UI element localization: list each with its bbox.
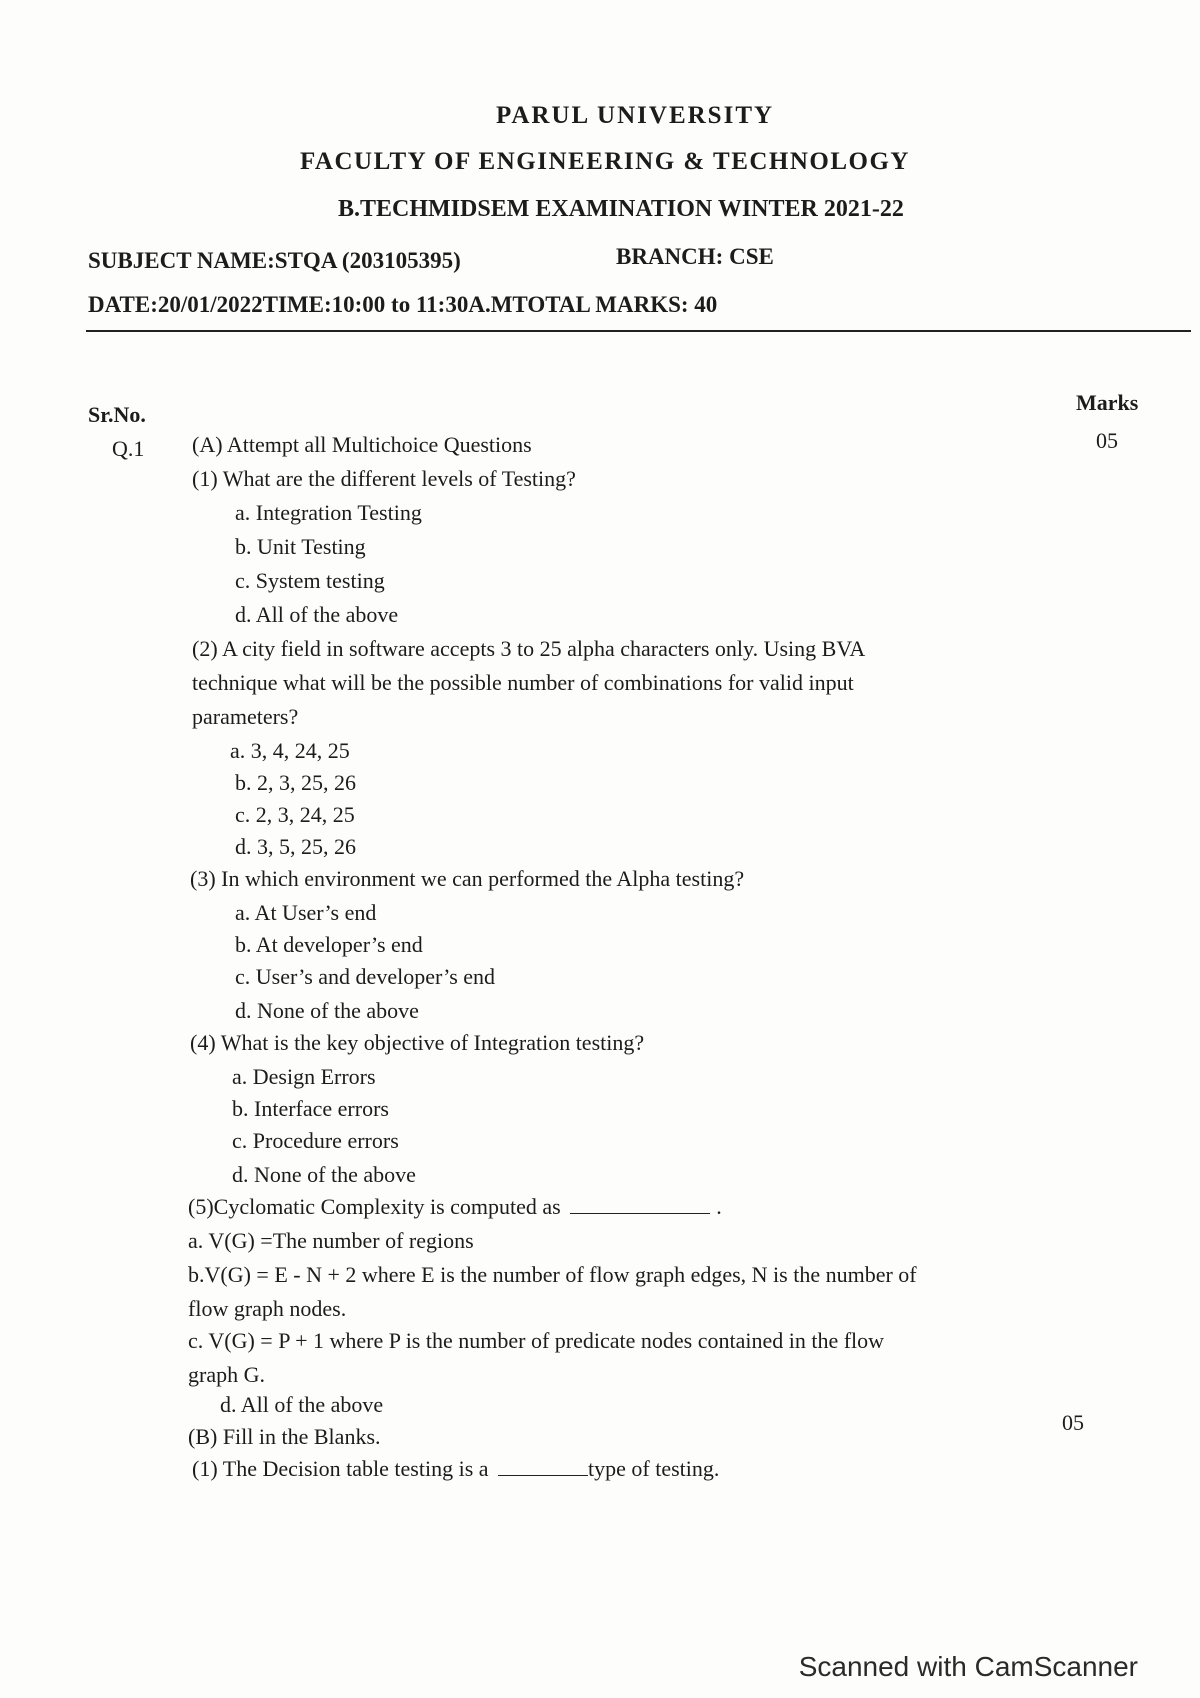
q4-option-c: c. Procedure errors: [232, 1128, 399, 1153]
q3-option-a: a. At User’s end: [235, 900, 377, 925]
q4-option-d: d. None of the above: [232, 1162, 416, 1187]
q5-option-d: d. All of the above: [220, 1392, 384, 1417]
q2-option-b: b. 2, 3, 25, 26: [235, 770, 356, 795]
q5-option-c-line-1: c. V(G) = P + 1 where P is the number of predicate nodes contained in the flow: [188, 1328, 885, 1353]
q3-option-b: b. At developer’s end: [235, 932, 423, 957]
question-5-stem: (5)Cyclomatic Complexity is computed as: [188, 1194, 561, 1219]
subject-name: SUBJECT NAME:STQA (203105395): [88, 248, 461, 273]
part-a-heading: (A) Attempt all Multichoice Questions: [192, 432, 532, 457]
q1-option-a: a. Integration Testing: [235, 500, 422, 525]
scanner-watermark: Scanned with CamScanner: [798, 1651, 1138, 1682]
q5-option-c-line-2: graph G.: [188, 1362, 265, 1387]
fill-blank-question-1: [192, 1456, 719, 1482]
q1-option-c: c. System testing: [235, 568, 385, 593]
part-a-marks: 05: [1096, 428, 1118, 453]
q4-option-a: a. Design Errors: [232, 1064, 376, 1089]
q1-option-d: d. All of the above: [235, 602, 399, 627]
part-b-marks: 05: [1062, 1410, 1084, 1435]
q2-option-d: d. 3, 5, 25, 26: [235, 834, 356, 859]
q3-option-d: d. None of the above: [235, 998, 419, 1023]
q5-option-b-line-1: b.V(G) = E - N + 2 where E is the number of flow graph edges, N is the number of: [188, 1262, 917, 1287]
part-b-heading: (B) Fill in the Blanks.: [188, 1424, 381, 1449]
header-divider: [86, 330, 1191, 332]
question-5: [188, 1194, 722, 1220]
question-2-line-3: parameters?: [192, 704, 299, 729]
q3-option-c: c. User’s and developer’s end: [235, 964, 496, 989]
question-5-period: .: [716, 1194, 722, 1219]
q1-option-b: b. Unit Testing: [235, 534, 366, 559]
university-name: PARUL UNIVERSITY: [495, 102, 775, 129]
fill-blank-question-1-end: type of testing.: [588, 1456, 720, 1481]
answer-blank: [570, 1213, 710, 1214]
q4-option-b: b. Interface errors: [232, 1096, 389, 1121]
question-number: Q.1: [112, 436, 145, 461]
q2-option-c: c. 2, 3, 24, 25: [235, 802, 355, 827]
q5-option-a: a. V(G) =The number of regions: [188, 1228, 474, 1253]
exam-title: B.TECHMIDSEM EXAMINATION WINTER 2021-22: [338, 196, 904, 222]
question-2-line-2: technique what will be the possible number of combinations for valid input: [192, 670, 854, 695]
date-time-marks: DATE:20/01/2022TIME:10:00 to 11:30A.MTOTAL MARKS: 40: [88, 292, 718, 317]
faculty-name: FACULTY OF ENGINEERING & TECHNOLOGY: [300, 148, 910, 175]
srno-heading: Sr.No.: [88, 402, 146, 427]
question-2-line-1: (2) A city field in software accepts 3 to 25 alpha characters only. Using BVA: [192, 636, 866, 661]
fill-blank: [498, 1475, 588, 1476]
marks-heading: Marks: [1076, 390, 1139, 415]
q2-option-a: a. 3, 4, 24, 25: [230, 738, 350, 763]
question-4: (4) What is the key objective of Integration testing?: [190, 1030, 645, 1055]
branch: BRANCH: CSE: [616, 244, 774, 269]
question-1: (1) What are the different levels of Testing?: [192, 466, 576, 491]
question-3: (3) In which environment we can performed the Alpha testing?: [190, 866, 745, 891]
fill-blank-question-1-start: (1) The Decision table testing is a: [192, 1456, 489, 1481]
q5-option-b-line-2: flow graph nodes.: [188, 1296, 347, 1321]
